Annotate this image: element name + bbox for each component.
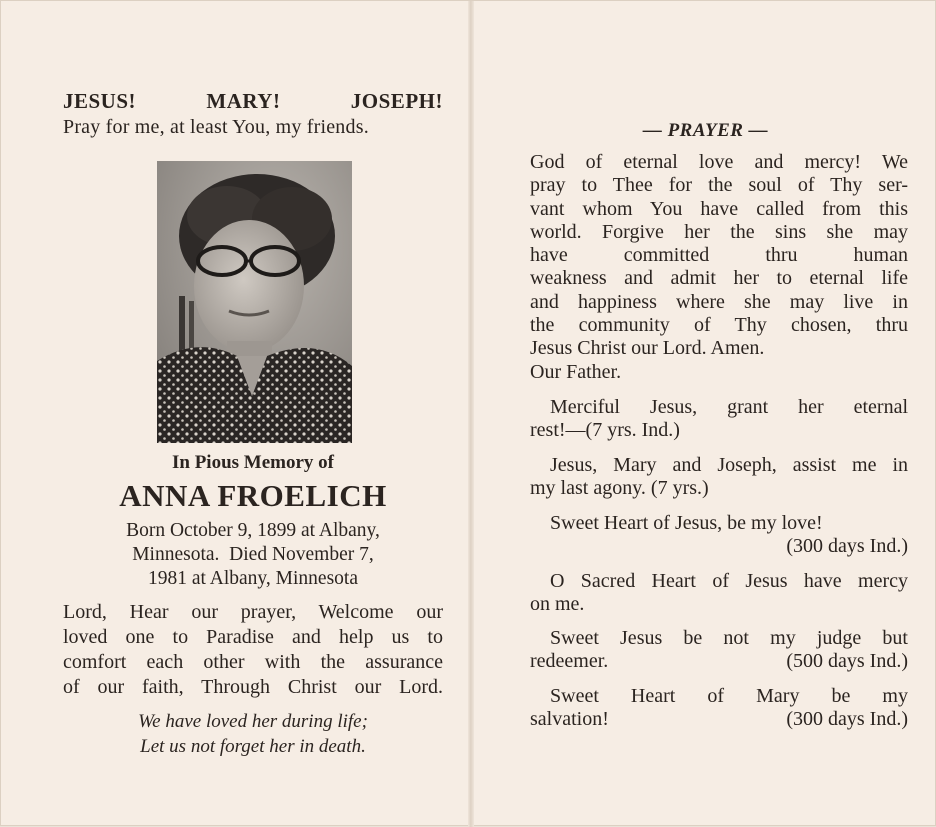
verse-line: We have loved her during life;	[138, 711, 368, 732]
bio-line: Minnesota. Died November 7,	[132, 544, 374, 565]
ejaculation-line: salvation!	[530, 708, 609, 730]
ejaculation-mary	[530, 685, 908, 731]
ejaculation-line: Sweet Heart of Mary be my	[550, 685, 908, 707]
ejaculation-line: my last agony. (7 yrs.)	[530, 477, 709, 499]
prayer-line: the community of Thy chosen, thru	[530, 314, 908, 337]
deceased-name: ANNA FROELICH	[119, 478, 387, 513]
left-panel	[1, 1, 468, 827]
ejaculation-sacred-heart	[530, 570, 908, 616]
ejaculation-line: Jesus, Mary and Joseph, assist me in	[550, 454, 908, 476]
right-panel	[474, 1, 936, 827]
prayer-line: world. Forgive her the sins she may	[530, 220, 908, 243]
portrait-photo	[157, 161, 352, 443]
invocation-jesus: JESUS!	[63, 89, 137, 113]
prayer-heading: — PRAYER —	[642, 120, 769, 141]
ejaculation-line: O Sacred Heart of Jesus have mercy	[550, 570, 908, 592]
closing-line: Lord, Hear our prayer, Welcome our	[63, 601, 443, 623]
ejaculation-sweet-heart-jesus	[530, 512, 908, 558]
ejaculation-judge	[530, 627, 908, 673]
verse-line: Let us not forget her in death.	[140, 736, 366, 757]
bio-line: Born October 9, 1899 at Albany,	[126, 520, 380, 541]
ejaculation-holy-family	[530, 454, 908, 500]
prayer-line: Jesus Christ our Lord. Amen.	[530, 337, 765, 360]
ejaculation-row	[530, 650, 908, 673]
invocation-joseph: JOSEPH!	[350, 89, 443, 113]
ejaculation-line: Sweet Heart of Jesus, be my love!	[550, 512, 823, 534]
portrait-image	[157, 161, 352, 443]
memory-title: In Pious Memory of	[171, 452, 334, 473]
ejaculation-merciful	[530, 396, 908, 442]
prayer-line: vant whom You have called from this	[530, 197, 908, 220]
prayer-line: weakness and admit her to eternal life	[530, 267, 908, 290]
prayer-line: Our Father.	[530, 360, 622, 383]
invocation-mary: MARY!	[206, 89, 281, 113]
closing-prayer	[63, 600, 443, 700]
closing-line: comfort each other with the assurance	[63, 651, 443, 673]
indulgence-note: (300 days Ind.)	[786, 708, 908, 730]
bio-text	[63, 519, 443, 591]
prayer-line: have committed thru human	[530, 244, 908, 267]
indulgence-note: (500 days Ind.)	[786, 650, 908, 672]
ejaculation-line: on me.	[530, 593, 585, 615]
ejaculation-row	[530, 708, 908, 731]
ejaculation-line: Merciful Jesus, grant her eternal	[550, 396, 908, 418]
prayer-line: and happiness where she may live in	[530, 290, 908, 313]
invocation-line: Pray for me, at least You, my friends.	[63, 116, 369, 138]
closing-line: loved one to Paradise and help us to	[63, 626, 443, 648]
prayer-body	[530, 151, 908, 384]
ejaculation-line: rest!—(7 yrs. Ind.)	[530, 419, 680, 441]
indulgence-note: (300 days Ind.)	[786, 535, 908, 557]
closing-line: of our faith, Through Christ our Lord.	[63, 676, 443, 698]
prayer-line: pray to Thee for the soul of Thy ser-	[530, 174, 908, 197]
ejaculation-line: Sweet Jesus be not my judge but	[550, 627, 908, 649]
invocation-names	[63, 89, 443, 114]
memorial-verse	[63, 709, 443, 759]
prayer-line: God of eternal love and mercy! We	[530, 151, 908, 173]
bio-line: 1981 at Albany, Minnesota	[148, 568, 358, 589]
ejaculation-line: redeemer.	[530, 650, 609, 672]
